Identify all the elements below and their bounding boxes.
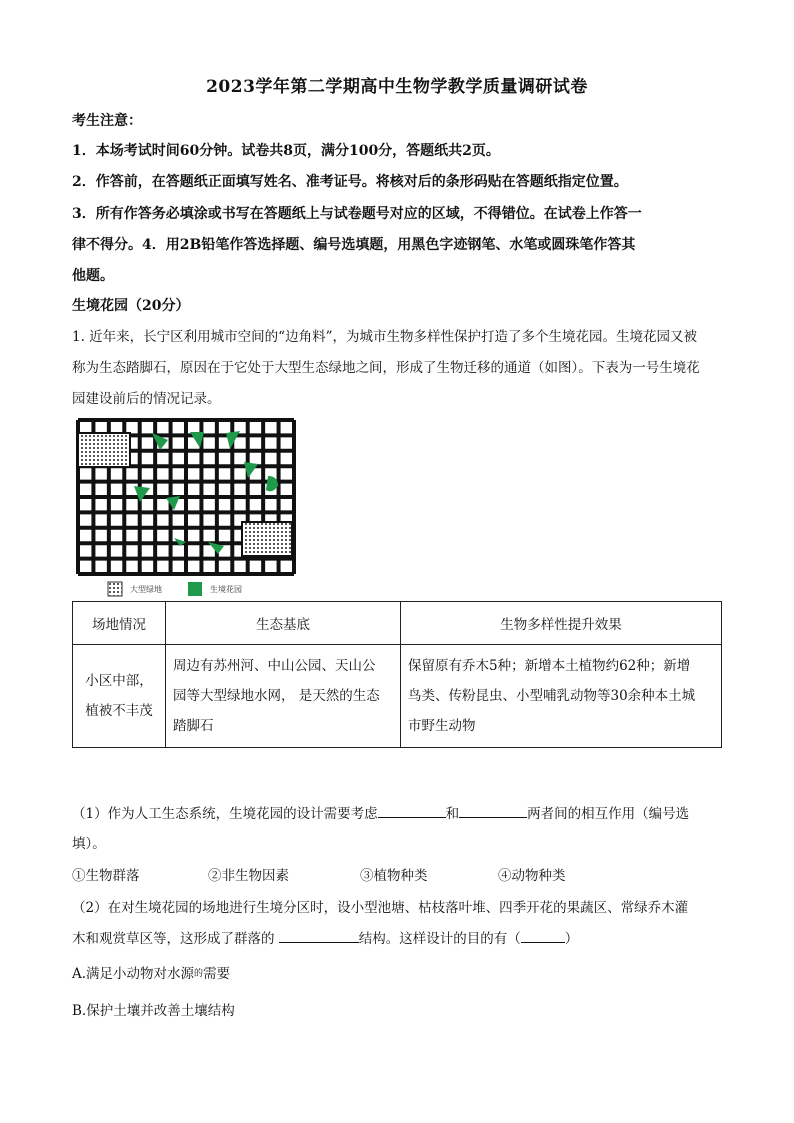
cell-effect-line-2: 鸟类、传粉昆虫、小型哺乳动物等30余种本土城 <box>408 688 696 704</box>
sub-question-2-line-1: （2）在对生境花园的场地进行生境分区时，设小型池塘、枯枝落叶堆、四季开花的果蔬区、常绿乔木灌 <box>72 900 689 916</box>
large-green-space-top-left <box>78 433 130 467</box>
large-green-space-bottom-right <box>242 522 292 556</box>
cell-base-line-2: 园等大型绿地水网， 是天然的生态 <box>173 688 380 704</box>
question-1-line-2: 称为生态踏脚石，原因在于它处于大型生态绿地之间，形成了生物迁移的通道（如图）。下表为一号生境花 <box>72 360 700 376</box>
option-a-text-2: 需要 <box>203 966 231 982</box>
option-3: ③植物种类 <box>360 868 428 884</box>
sub-question-1-text-c: 两者间的相互作用（编号选 <box>527 806 690 822</box>
site-info-table <box>72 601 722 748</box>
sub-question-2-text-a: 木和观赏草区等，这形成了群落的 <box>72 931 279 947</box>
legend-swatch-large-green <box>108 582 122 596</box>
sub-question-1-options <box>72 864 722 886</box>
sub-question-2-text-c: ） <box>564 931 579 947</box>
option-a-superscript: 的 <box>194 969 204 979</box>
option-b: B.保护土壤并改善土壤结构 <box>72 1003 235 1019</box>
cell-site-line-1: 小区中部， <box>85 673 153 689</box>
answer-blank-2[interactable] <box>459 803 527 818</box>
sub-question-1-text-a: （1）作为人工生态系统，生境花园的设计需要考虑 <box>72 806 378 822</box>
cell-effect-line-3: 市野生动物 <box>408 718 476 734</box>
notice-item-4: 律不得分。4．用2B铅笔作答选择题、编号选填题，用黑色字迹钢笔、水笔或圆珠笔作答其 <box>72 237 636 253</box>
question-1-line-1: 1. 近年来，长宁区利用城市空间的“边角料”，为城市生物多样性保护打造了多个生境花园。生境花园又被 <box>72 329 697 345</box>
notice-heading: 考生注意： <box>72 113 142 129</box>
table-row <box>73 645 722 748</box>
cell-base-line-3: 踏脚石 <box>173 718 214 734</box>
answer-blank-1[interactable] <box>378 803 446 818</box>
legend-label-habitat-garden: 生境花园 <box>210 585 242 594</box>
header-site: 场地情况 <box>73 602 166 645</box>
notice-item-2: 2．作答前，在答题纸正面填写姓名、准考证号。将核对后的条形码贴在答题纸指定位置。 <box>72 174 628 190</box>
option-4: ④动物种类 <box>498 868 566 884</box>
option-a-text-1: A.满足小动物对水源 <box>72 966 195 982</box>
table-header-row <box>73 602 722 645</box>
sub-question-2-text-b: 结构。这样设计的目的有（ <box>358 931 521 947</box>
sub-question-2-line-2 <box>72 928 732 950</box>
sub-question-1-line-2: 填）。 <box>72 836 106 852</box>
answer-blank-3[interactable] <box>279 928 359 943</box>
header-effect: 生物多样性提升效果 <box>401 602 722 645</box>
page-title: 2023学年第二学期高中生物学教学质量调研试卷 <box>206 77 588 97</box>
legend-label-large-green: 大型绿地 <box>130 585 162 594</box>
option-a <box>72 963 732 985</box>
question-1-line-3: 园建设前后的情况记录。 <box>72 391 221 407</box>
cell-effect <box>401 645 722 748</box>
cell-base <box>166 645 401 748</box>
notice-item-3: 3．所有作答务必填涂或书写在答题纸上与试卷题号对应的区域，不得错位。在试卷上作答一 <box>72 206 642 222</box>
cell-base-line-1: 周边有苏州河、中山公园、天山公 <box>173 658 376 674</box>
city-grid-figure <box>76 418 298 600</box>
answer-blank-4[interactable] <box>521 928 565 943</box>
header-base: 生态基底 <box>166 602 401 645</box>
sub-question-1 <box>72 803 732 825</box>
notice-item-5: 他题。 <box>72 268 114 284</box>
cell-site-line-2: 植被不丰茂 <box>85 703 153 719</box>
option-2: ②非生物因素 <box>208 868 289 884</box>
sub-question-1-text-b: 和 <box>445 806 460 822</box>
notice-item-1: 1．本场考试时间60分钟。试卷共8页，满分100分，答题纸共2页。 <box>72 143 500 159</box>
legend-swatch-habitat-garden <box>188 582 202 596</box>
option-1: ①生物群落 <box>72 868 140 884</box>
cell-effect-line-1: 保留原有乔木5种；新增本土植物约62种；新增 <box>408 658 691 674</box>
cell-site <box>73 645 166 748</box>
section-title: 生境花园（20分） <box>72 298 190 314</box>
